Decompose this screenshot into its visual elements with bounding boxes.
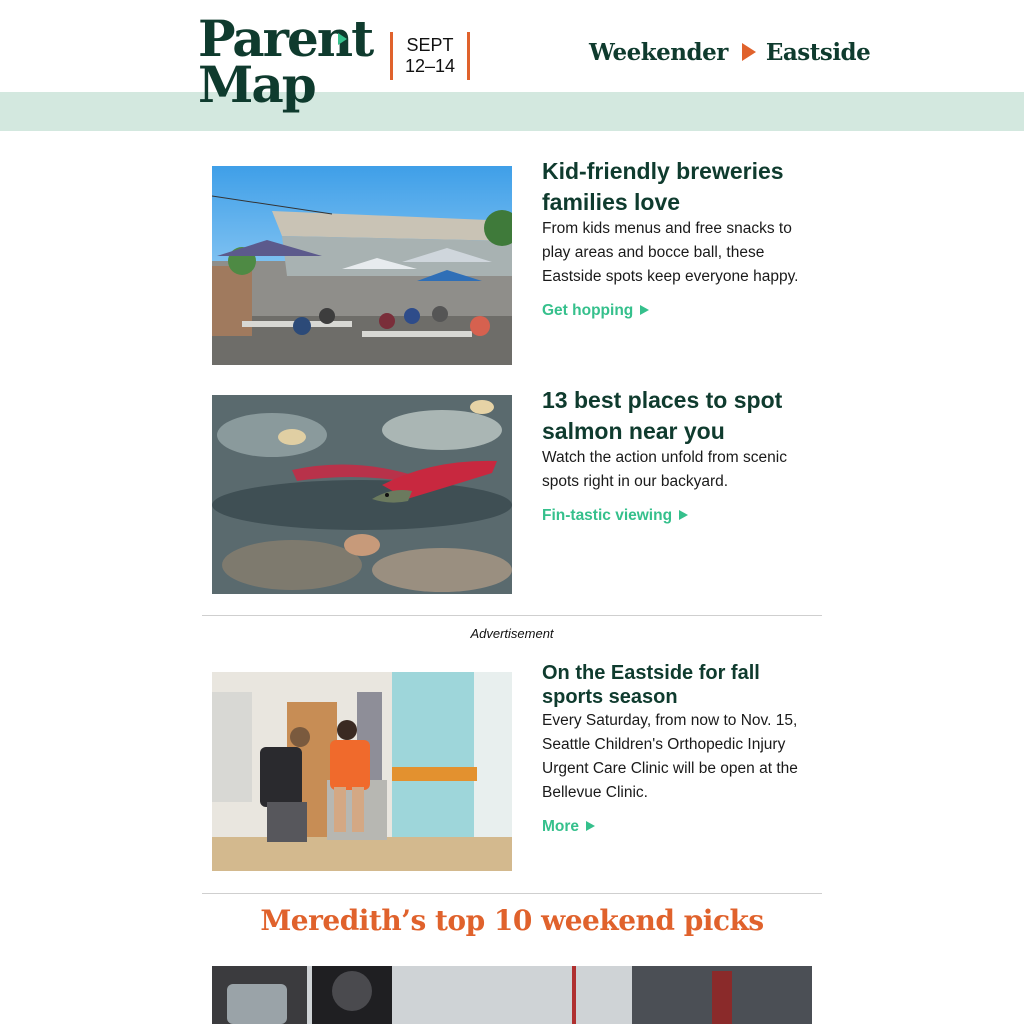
- edition-region: Eastside: [765, 39, 871, 66]
- article-title[interactable]: 13 best places to spot salmon near you: [542, 387, 783, 444]
- get-hopping-link[interactable]: [542, 301, 649, 321]
- clinic-photo[interactable]: [212, 672, 512, 871]
- date-days: 12–14: [404, 56, 456, 76]
- salmon-photo[interactable]: [212, 395, 512, 594]
- logo-triangle-icon: [338, 33, 347, 45]
- logo-line-2: Map: [198, 55, 315, 114]
- date-range: [390, 32, 470, 80]
- more-link[interactable]: [542, 817, 595, 837]
- logo-line-1: Parent: [198, 9, 373, 68]
- weekend-picks-heading: Meredith’s top 10 weekend picks: [260, 904, 764, 937]
- play-arrow-icon: [640, 305, 649, 315]
- brewery-photo[interactable]: [212, 166, 512, 365]
- divider: [202, 615, 822, 616]
- ad-title[interactable]: On the Eastside for fall sports season: [542, 662, 760, 708]
- parentmap-logo[interactable]: [198, 9, 373, 114]
- date-month: SEPT: [406, 35, 454, 55]
- cta-label: More: [542, 818, 580, 835]
- arrow-right-icon: [742, 43, 756, 61]
- divider: [202, 893, 822, 894]
- cta-label: Get hopping: [542, 302, 634, 319]
- advertisement-label: Advertisement: [470, 626, 554, 641]
- ad-description: Every Saturday, from now to Nov. 15, Seattle Children's Orthopedic Injury Urgent Care Clinic will be open at the Bellevue Clinic.: [542, 712, 798, 801]
- edition-title: [589, 38, 870, 68]
- cta-label: Fin-tastic viewing: [542, 507, 673, 524]
- article-description: From kids menus and free snacks to play areas and bocce ball, these Eastside spots keep everyone happy.: [542, 220, 799, 285]
- article-title[interactable]: Kid-friendly breweries families love: [542, 158, 784, 215]
- edition-weekender: Weekender: [589, 39, 728, 66]
- article-description: Watch the action unfold from scenic spots right in our backyard.: [542, 449, 787, 490]
- play-arrow-icon: [679, 510, 688, 520]
- play-arrow-icon: [586, 821, 595, 831]
- weekend-picks-photo[interactable]: [212, 966, 812, 1024]
- fin-tastic-viewing-link[interactable]: [542, 506, 688, 526]
- header-band: [0, 92, 1024, 131]
